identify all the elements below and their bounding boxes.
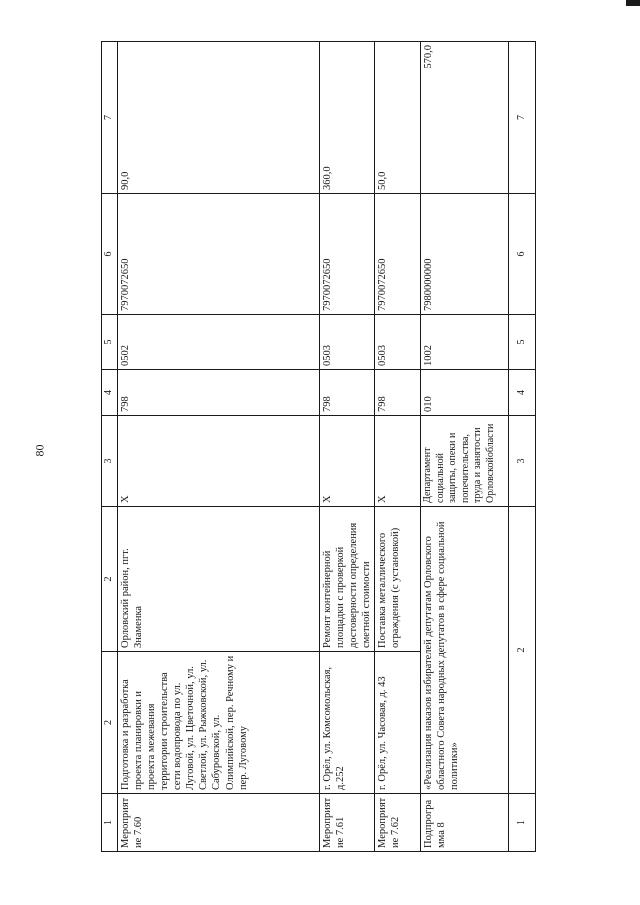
row-description: Поставка металлического ограждения (с установкой) [375,507,421,652]
header-num-7: 7 [102,42,118,194]
header-num-4: 4 [102,370,118,416]
row-amount: 570,0 [421,42,509,194]
row-address: г. Орёл, ул. Часовая, д. 43 [375,652,421,794]
footer-num-7: 7 [509,42,536,194]
header-num-3: 3 [102,416,118,507]
header-num-1: 1 [102,794,118,852]
header-num-2b: 2 [102,507,118,652]
footer-num-5: 5 [509,315,536,370]
footer-num-6: 6 [509,194,536,315]
footer-num-2: 2 [509,507,536,794]
row-amount: 360,0 [319,42,375,194]
table-row-subprogram [421,42,509,852]
table-row [375,42,421,852]
row-executor: X [319,416,375,507]
footer-num-1: 1 [509,794,536,852]
row-code: 798 [319,370,375,416]
row-section: 1002 [421,315,509,370]
rotated-table-wrapper [101,42,527,852]
row-subprogram-title: «Реализация наказов избирателей депутатам Орловского областного Совета народных депутатов в сфере социальной политики» [421,507,509,794]
table-row [319,42,375,852]
footer-num-4: 4 [509,370,536,416]
row-activity: Мероприятие 7.60 [117,794,319,852]
row-activity: Подпрограмма 8 [421,794,509,852]
row-target: 7970072650 [117,194,319,315]
row-activity: Мероприятие 7.61 [319,794,375,852]
row-amount: 50,0 [375,42,421,194]
row-code: 798 [117,370,319,416]
budget-table [101,41,536,852]
footer-num-3: 3 [509,416,536,507]
row-amount: 90,0 [117,42,319,194]
row-code: 010 [421,370,509,416]
row-executor: X [117,416,319,507]
row-target: 7970072650 [319,194,375,315]
header-num-2a: 2 [102,652,118,794]
footer-row [509,42,536,852]
row-description: Ремонт контейнерной площадки с проверкой достоверности определения сметной стоимости [319,507,375,652]
row-executor: X [375,416,421,507]
header-num-5: 5 [102,315,118,370]
row-section: 0503 [319,315,375,370]
row-executor: Департамент социальной защиты, опеки и попечительства, труда и занятости Орловскойобласти [421,416,509,507]
row-description: Орловский район, пгт. Знаменка [117,507,319,652]
row-target: 7970072650 [375,194,421,315]
header-num-6: 6 [102,194,118,315]
page-number: 80 [32,444,47,457]
scan-corner-mark [626,0,640,6]
row-address: Подготовка и разработка проекта планировки и проекта межевания территории строительства сети водопровода по ул. Луговой, ул. Цветочной, ул. Светлой, ул. Рыжковской, ул. Сабуровской, ул. Олимпийской, пер. Речному и пер. Луговому [117,652,319,794]
table-row [117,42,319,852]
row-address: г. Орёл, ул. Комсомольская, д.252 [319,652,375,794]
row-section: 0503 [375,315,421,370]
row-section: 0502 [117,315,319,370]
row-target: 7980000000 [421,194,509,315]
row-code: 798 [375,370,421,416]
header-row [102,42,118,852]
row-activity: Мероприятие 7.62 [375,794,421,852]
